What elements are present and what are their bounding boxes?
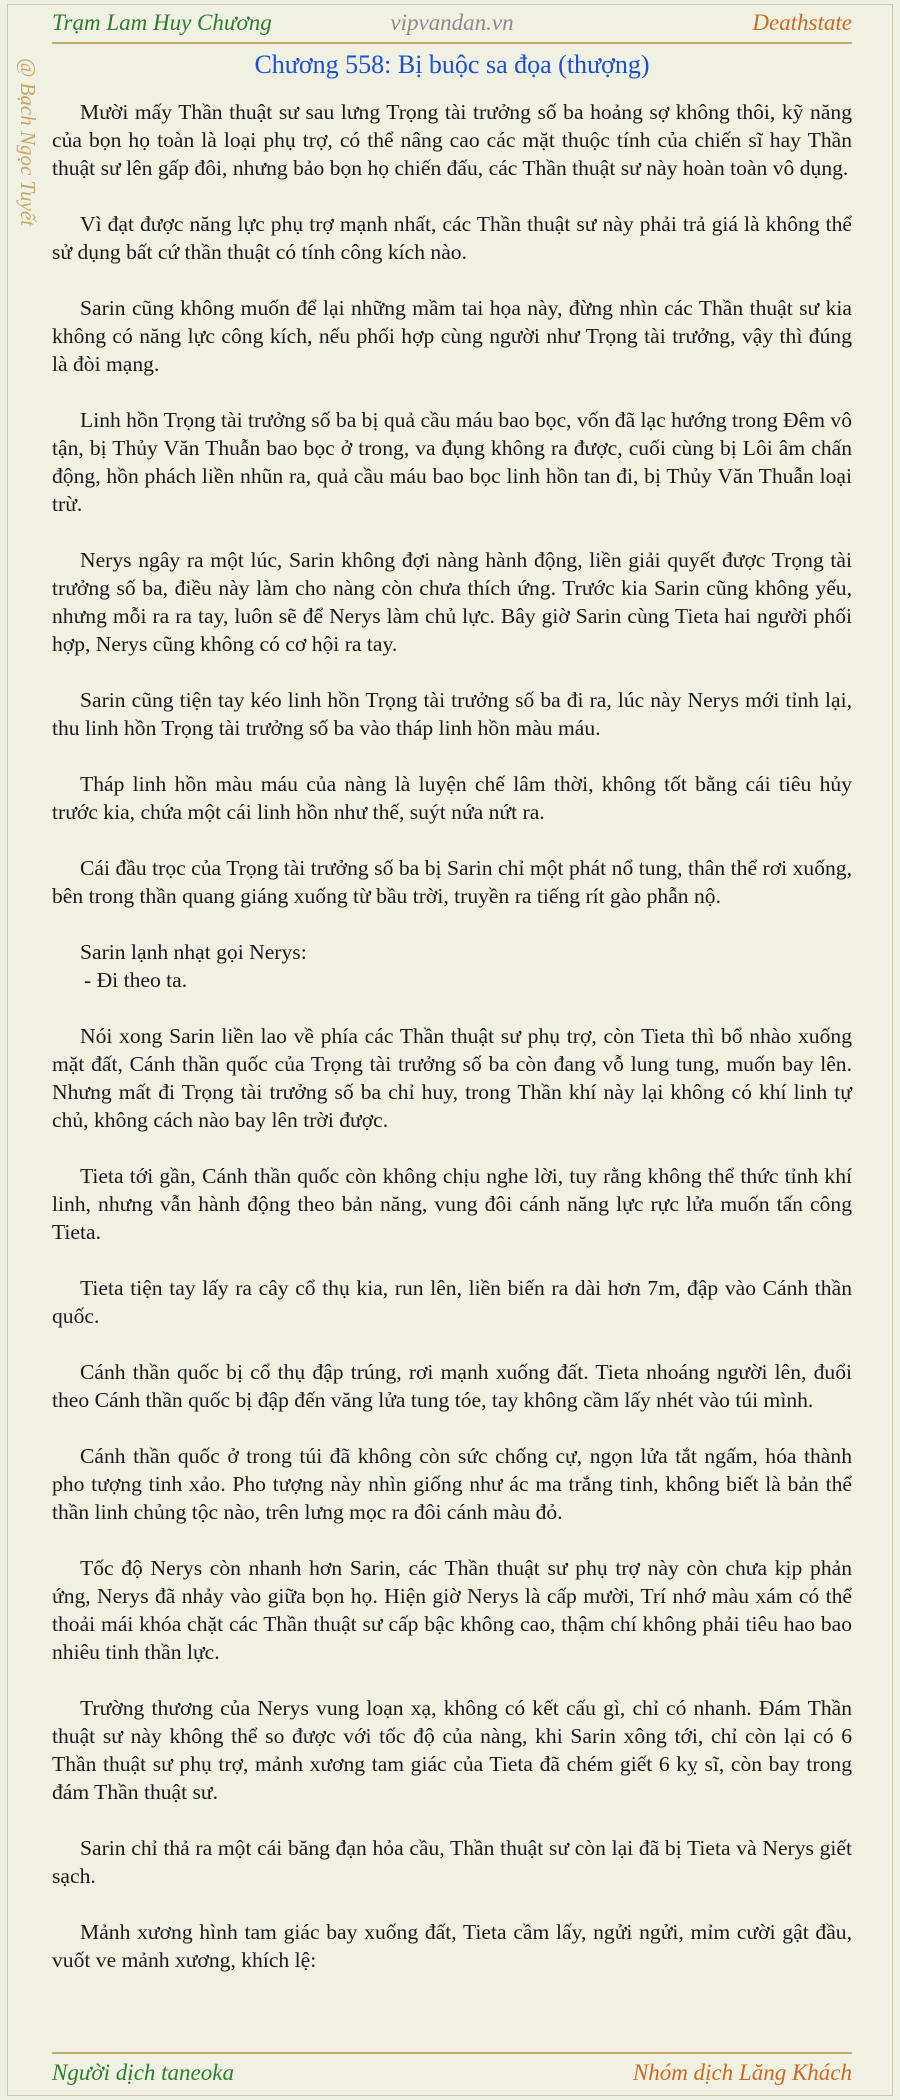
paragraph: Sarin cũng tiện tay kéo linh hồn Trọng tài trưởng số ba đi ra, lúc này Nerys mới tỉnh lại, thu linh hồn Trọng tài trưởng số ba vào tháp linh hồn màu máu. (52, 688, 852, 740)
paragraph: Vì đạt được năng lực phụ trợ mạnh nhất, các Thần thuật sư này phải trả giá là không thể sử dụng bất cứ thần thuật có tính công kích nào. (52, 212, 852, 264)
paragraph: Linh hồn Trọng tài trưởng số ba bị quả cầu máu bao bọc, vốn đã lạc hướng trong Đêm vô tận, bị Thủy Văn Thuẫn bao bọc ở trong, va đụng không ra được, cuối cùng bị Lôi âm chấn động, hồn phách liền nhũn ra, quả cầu máu bao bọc linh hồn tan đi, bị Thủy Văn Thuẫn loại trừ. (52, 408, 852, 516)
author-name: Deathstate (752, 10, 852, 35)
dialog-intro: Sarin lạnh nhạt gọi Nerys: (80, 940, 307, 964)
paragraph: Tốc độ Nerys còn nhanh hơn Sarin, các Thần thuật sư phụ trợ này còn chưa kịp phản ứng, Nerys đã nhảy vào giữa bọn họ. Hiện giờ Nerys là cấp mười, Trí nhớ màu xám có thể thoải mái khóa chặt các Thần thuật sư cấp bậc không cao, thậm chí không phải tiêu hao bao nhiêu tinh thần lực. (52, 1556, 852, 1664)
paragraph: Tieta tới gần, Cánh thần quốc còn không chịu nghe lời, tuy rằng không thể thức tỉnh khí linh, nhưng vẫn hành động theo bản năng, vung đôi cánh năng lực rực lửa muốn tấn công Tieta. (52, 1164, 852, 1244)
paragraph: Cái đầu trọc của Trọng tài trưởng số ba bị Sarin chỉ một phát nổ tung, thân thể rơi xuống, bên trong thần quang giáng xuống từ bầu trời, truyền ra tiếng rít gào phẫn nộ. (52, 856, 852, 908)
group-credit: Nhóm dịch Lăng Khách (632, 2060, 852, 2085)
paragraph: Sarin cũng không muốn để lại những mầm tai họa này, đừng nhìn các Thần thuật sư kia không có năng lực công kích, nếu phối hợp cùng người như Trọng tài trưởng, vậy thì đúng là đòi mạng. (52, 296, 852, 376)
paragraph: Cánh thần quốc ở trong túi đã không còn sức chống cự, ngọn lửa tắt ngấm, hóa thành pho tượng tinh xảo. Pho tượng này nhìn giống như ác ma trắng tinh, không biết là bản thể thần linh chủng tộc nào, trên lưng mọc ra đôi cánh màu đỏ. (52, 1444, 852, 1524)
page-footer (52, 2060, 852, 2090)
header-rule (52, 42, 852, 44)
book-title: Trạm Lam Huy Chương (52, 10, 272, 35)
paragraph: Tieta tiện tay lấy ra cây cổ thụ kia, run lên, liền biến ra dài hơn 7m, đập vào Cánh thần quốc. (52, 1276, 852, 1328)
paragraph: Mười mấy Thần thuật sư sau lưng Trọng tài trưởng số ba hoảng sợ không thôi, kỹ năng của bọn họ toàn là loại phụ trợ, có thể nâng cao các mặt thuộc tính của chiến sĩ hay Thần thuật sư lên gấp đôi, nhưng bảo bọn họ chiến đấu, các Thần thuật sư này hoàn toàn vô dụng. (52, 100, 852, 180)
side-credit: @ Bạch Ngọc Tuyết (16, 58, 40, 227)
paragraph: Nerys ngây ra một lúc, Sarin không đợi nàng hành động, liền giải quyết được Trọng tài trưởng số ba, điều này làm cho nàng còn chưa thích ứng. Trước kia Sarin cũng không yếu, nhưng mỗi ra ra tay, luôn sẽ để Nerys làm chủ lực. Bây giờ Sarin cùng Tieta hai người phối hợp, Nerys cũng không có cơ hội ra tay. (52, 548, 852, 656)
chapter-title: Chương 558: Bị buộc sa đọa (thượng) (254, 50, 650, 79)
site-name: vipvandan.vn (390, 10, 514, 35)
paragraph: Cánh thần quốc bị cổ thụ đập trúng, rơi mạnh xuống đất. Tieta nhoáng người lên, đuổi theo Cánh thần quốc bị đập đến văng lửa tung tóe, tay không cầm lấy nhét vào túi mình. (52, 1360, 852, 1412)
paragraph: Nói xong Sarin liền lao về phía các Thần thuật sư phụ trợ, còn Tieta thì bổ nhào xuống mặt đất, Cánh thần quốc của Trọng tài trưởng số ba còn đang vỗ lung tung, muốn bay lên. Nhưng mất đi Trọng tài trưởng số ba chỉ huy, trong Thần khí này lại không có khí linh tự chủ, không cách nào bay lên trời được. (52, 1024, 852, 1132)
paragraph: Mảnh xương hình tam giác bay xuống đất, Tieta cầm lấy, ngửi ngửi, mỉm cười gật đầu, vuốt ve mảnh xương, khích lệ: (52, 1920, 852, 1972)
paragraph: Sarin chỉ thả ra một cái băng đạn hỏa cầu, Thần thuật sư còn lại đã bị Tieta và Nerys giết sạch. (52, 1836, 852, 1888)
page-header (52, 6, 852, 42)
paragraph: Trường thương của Nerys vung loạn xạ, không có kết cấu gì, chỉ có nhanh. Đám Thần thuật sư này không thể so được với tốc độ của nàng, khi Sarin xông tới, chỉ còn lại có 6 Thần thuật sư phụ trợ, mảnh xương tam giác của Tieta đã chém giết 6 kỵ sĩ, còn bay trong đám Thần thuật sư. (52, 1696, 852, 1804)
translator-credit: Người dịch taneoka (52, 2060, 234, 2085)
paragraph: Tháp linh hồn màu máu của nàng là luyện chế lâm thời, không tốt bằng cái tiêu hủy trước kia, chứa một cái linh hồn như thế, suýt nứa nứt ra. (52, 772, 852, 824)
chapter-content (52, 98, 852, 2002)
footer-rule (52, 2052, 852, 2054)
dialog-line: - Đi theo ta. (84, 968, 188, 992)
